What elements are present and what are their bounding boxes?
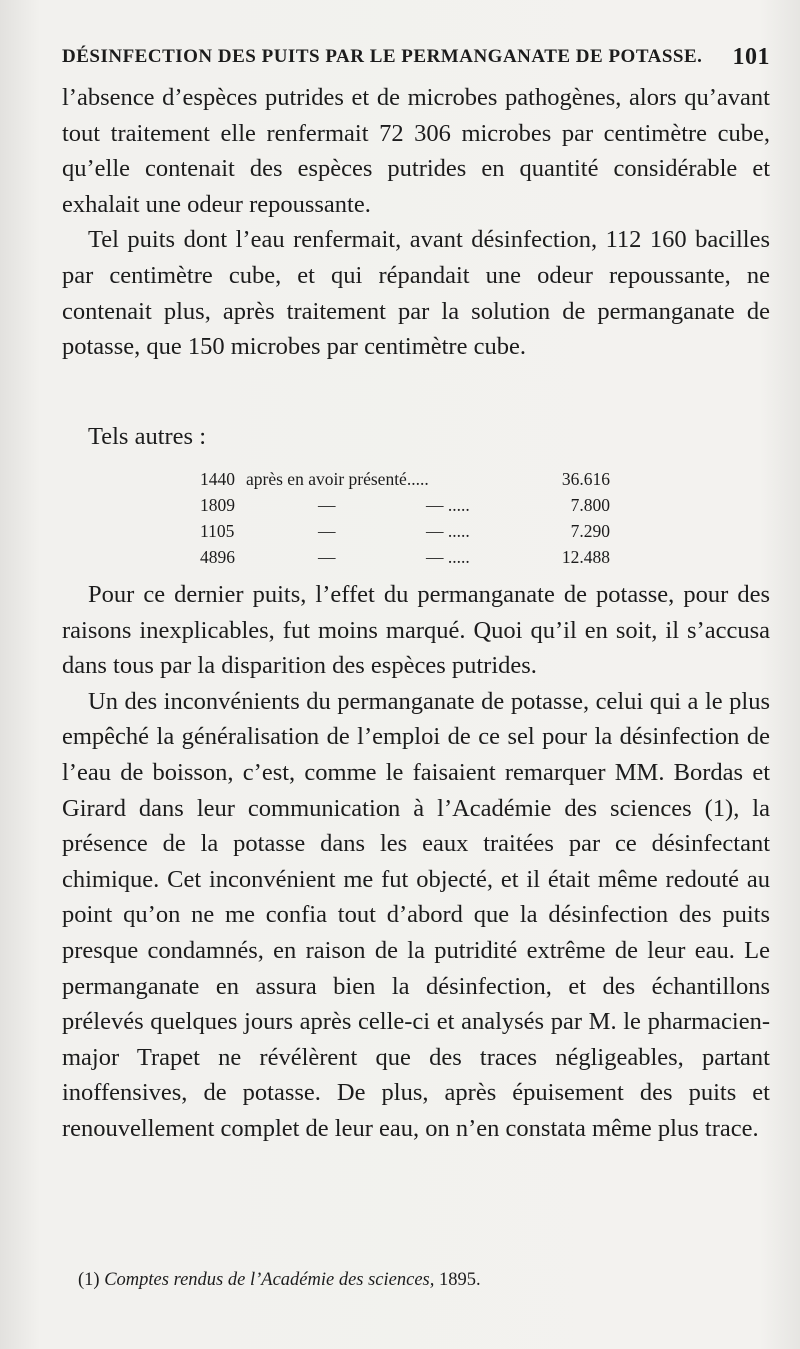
table-row bbox=[200, 492, 610, 518]
page-number: 101 bbox=[732, 44, 770, 70]
body-text-top bbox=[62, 80, 770, 365]
page-header bbox=[62, 44, 770, 74]
tels-autres-label: Tels autres : bbox=[88, 423, 207, 450]
ditto-mark: — bbox=[318, 547, 336, 567]
paragraph: Pour ce dernier puits, l’effet du permanganate de potasse, pour des raisons inexplicables, fut moins marqué. Quoi qu’il en soit, il s’accusa dans tous par la disparition des espèces putrides. bbox=[62, 581, 770, 680]
footnote-year: 1895. bbox=[439, 1270, 481, 1290]
value-after-treatment: 4896 bbox=[200, 547, 235, 567]
ditto-mark: — bbox=[318, 495, 336, 515]
value-before-treatment: 12.488 bbox=[561, 547, 610, 567]
table-row bbox=[200, 518, 610, 544]
value-before-treatment: 7.800 bbox=[570, 495, 610, 515]
footnote-title: Comptes rendus de l’Académie des sciences, bbox=[104, 1270, 435, 1290]
ditto-mark: — ..... bbox=[426, 495, 470, 515]
paragraph: Tel puits dont l’eau renfermait, avant désinfection, 112 160 bacilles par centimètre cube, et qui répandait une odeur repoussante, ne contenait plus, après traitement par la solution de permanganate de potasse, que 150 microbes par centimètre cube. bbox=[62, 226, 770, 361]
value-after-treatment: 1105 bbox=[200, 521, 235, 541]
ditto-mark: — bbox=[318, 521, 336, 541]
row-text: après en avoir présenté..... bbox=[246, 469, 429, 489]
paragraph: Un des inconvénients du permanganate de potasse, celui qui a le plus empêché la généralisation de l’emploi de ce sel pour la désinfection de l’eau de boisson, c’est, comme le faisaient remarquer MM. Bordas et Girard dans leur communication à l’Académie des sciences (1), la présence de la potasse dans les eaux traitées par ce désinfectant chimique. Cet inconvénient me fut objecté, et il était même redouté au point qu’on ne me confia tout d’abord que la désinfection des puits presque condamnés, en raison de la putridité extrême de leur eau. Le permanganate en assura bien la désinfection, et des échantillons prélevés quelques jours après celle-ci et analysés par M. le pharmacien-major Trapet ne révélèrent que des traces négligeables, partant inoffensives, de potasse. De plus, après épuisement des puits et renouvellement complet de leur eau, on n’en constata même plus trace. bbox=[62, 687, 770, 1142]
running-title: DÉSINFECTION DES PUITS PAR LE PERMANGANATE DE POTASSE. bbox=[62, 46, 703, 67]
paragraph: l’absence d’espèces putrides et de microbes pathogènes, alors qu’avant tout traitement elle renfermait 72 306 microbes par centimètre cube, qu’elle contenait des espèces putrides en quantité considérable et exhalait une odeur repoussante. bbox=[62, 84, 770, 218]
footnote bbox=[78, 1270, 481, 1291]
ditto-mark: — ..... bbox=[426, 547, 470, 567]
table-row bbox=[200, 466, 610, 492]
value-before-treatment: 36.616 bbox=[561, 469, 610, 489]
footnote-ref: (1) bbox=[78, 1270, 100, 1290]
body-text-bottom bbox=[62, 577, 770, 1147]
ditto-mark: — ..... bbox=[426, 521, 470, 541]
value-after-treatment: 1440 bbox=[200, 469, 235, 489]
data-table bbox=[200, 466, 610, 570]
value-after-treatment: 1809 bbox=[200, 495, 235, 515]
table-row bbox=[200, 544, 610, 570]
value-before-treatment: 7.290 bbox=[570, 521, 610, 541]
